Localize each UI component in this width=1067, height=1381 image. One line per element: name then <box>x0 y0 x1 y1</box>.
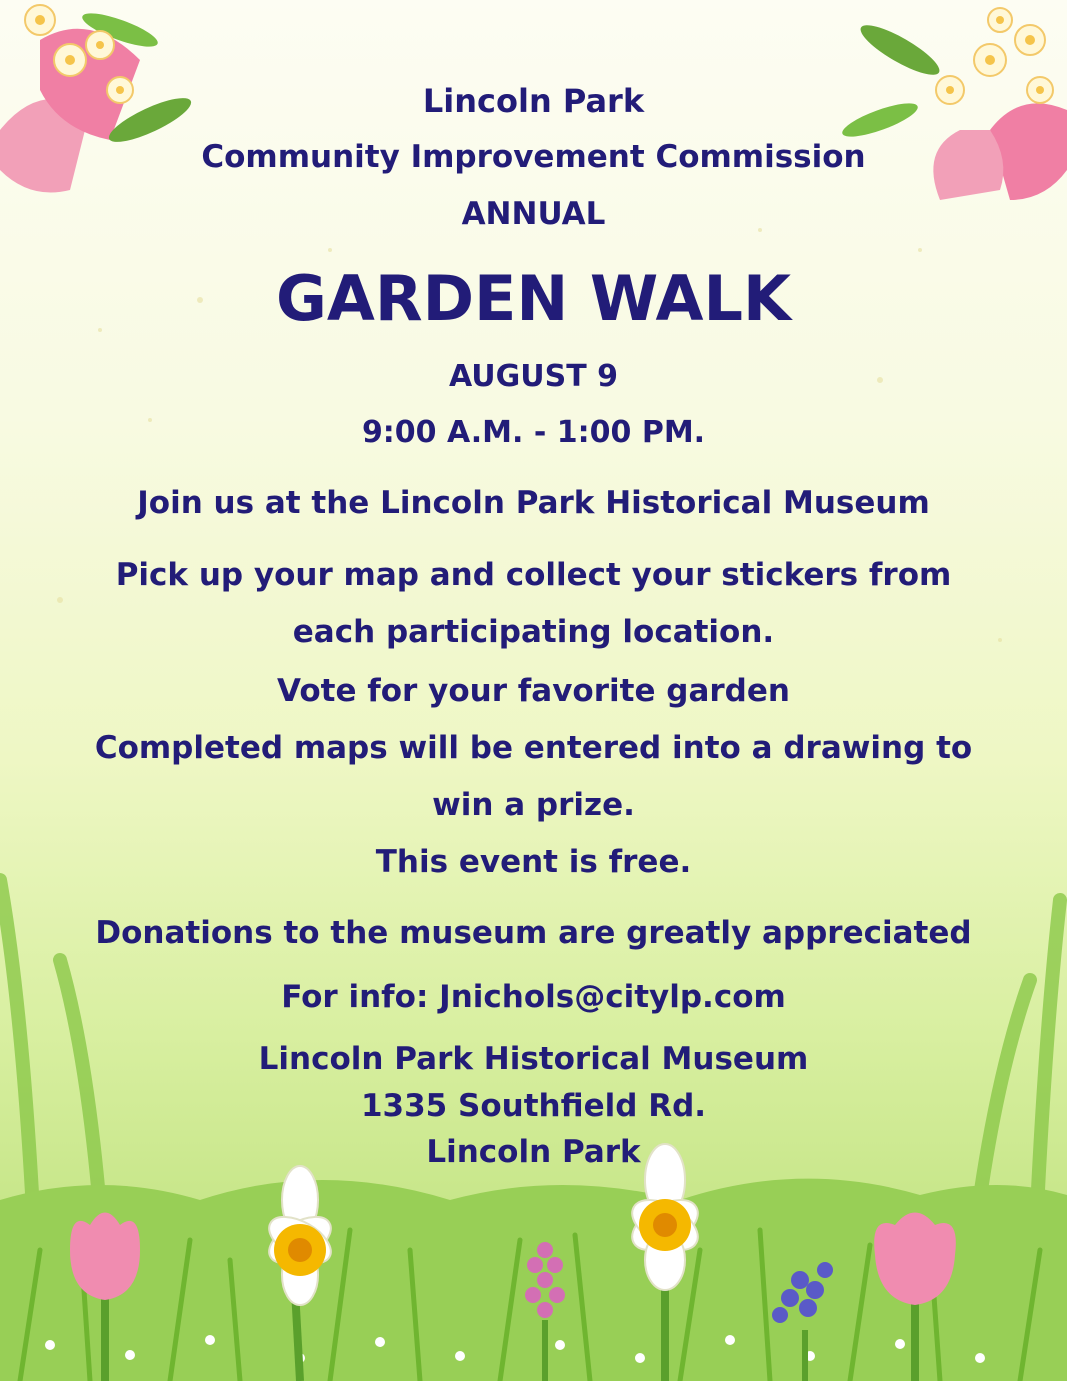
org-line-1: Lincoln Park <box>422 82 645 120</box>
donations-text: Donations to the museum are greatly appreciated <box>95 915 972 951</box>
join-text: Join us at the Lincoln Park Historical Museum <box>137 485 930 521</box>
pickup-line-1: Pick up your map and collect your stickers from <box>115 557 952 593</box>
free-text: This event is free. <box>375 844 692 880</box>
info-email: For info: Jnichols@citylp.com <box>281 979 786 1015</box>
pickup-line-2: each participating location. <box>292 614 775 650</box>
event-title: GARDEN WALK <box>275 262 792 335</box>
event-date: AUGUST 9 <box>448 359 619 394</box>
drawing-line-1: Completed maps will be entered into a drawing to <box>94 730 973 766</box>
annual-label: ANNUAL <box>461 196 606 232</box>
address-line-3: Lincoln Park <box>426 1134 641 1170</box>
vote-text: Vote for your favorite garden <box>277 673 790 709</box>
address-line-1: Lincoln Park Historical Museum <box>258 1041 809 1077</box>
address-line-2: 1335 Southfield Rd. <box>360 1088 707 1124</box>
event-time: 9:00 A.M. - 1:00 PM. <box>361 415 706 450</box>
org-line-2: Community Improvement Commission <box>201 139 866 175</box>
drawing-line-2: win a prize. <box>432 787 635 823</box>
